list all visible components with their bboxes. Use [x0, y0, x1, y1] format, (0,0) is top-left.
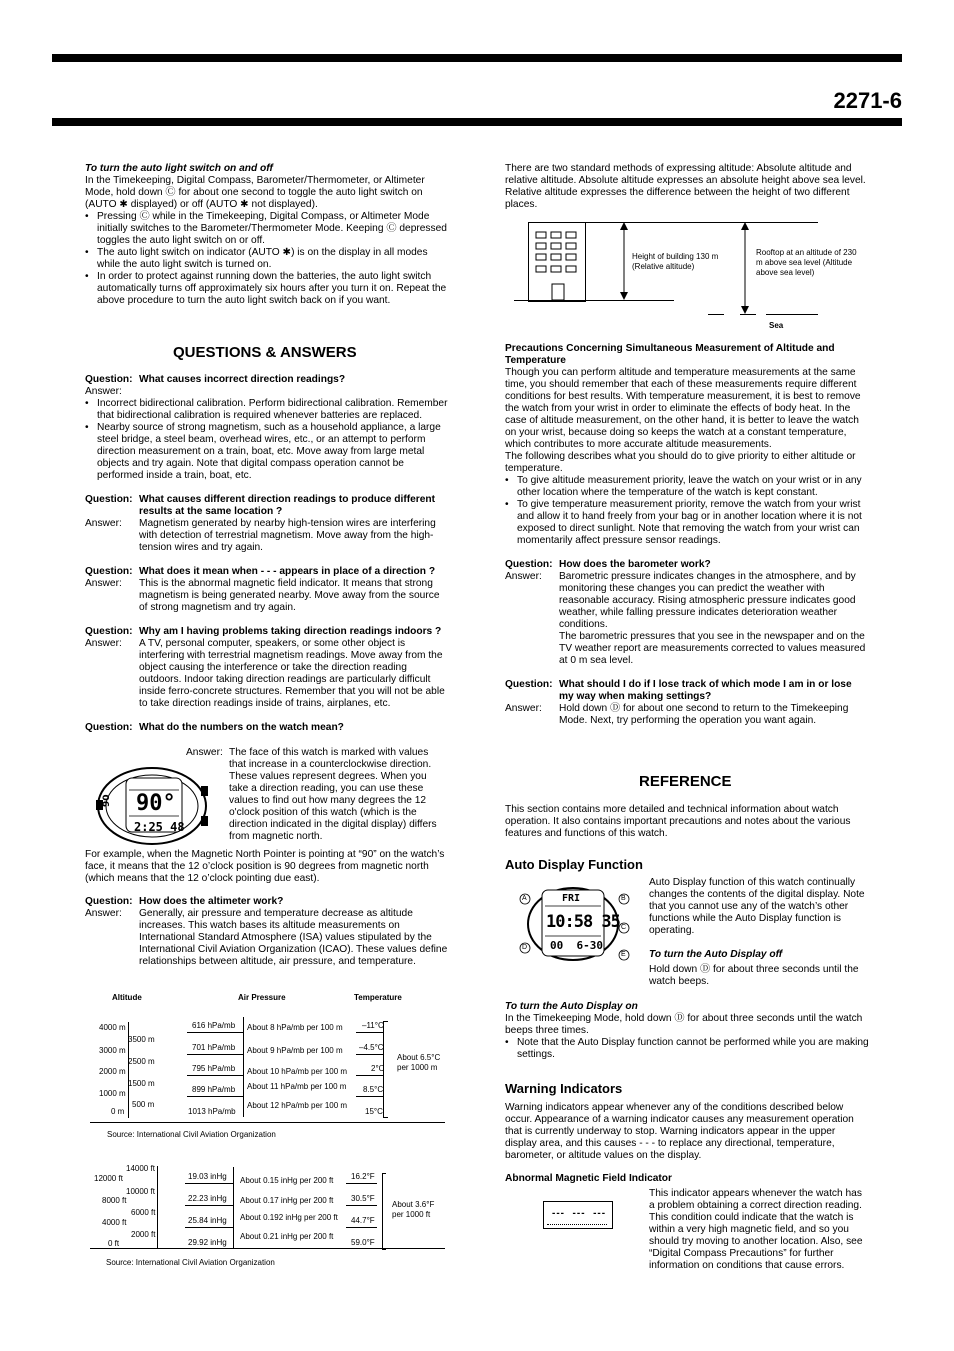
doc-number: 2271-6 [833, 88, 902, 113]
pressure-rule [187, 1054, 243, 1055]
button-a-label: A [522, 895, 527, 902]
rate-value: About 0.15 inHg per 200 ft [240, 1176, 334, 1185]
temp-value: –4.5°C [359, 1043, 384, 1052]
question-3: Question: What does it mean when - - - appears in place of a direction ? [85, 566, 436, 577]
pressure-value: 1013 hPa/mb [188, 1107, 236, 1116]
temp-value: –11°C [362, 1021, 384, 1030]
alt-major: 0 ft [108, 1239, 120, 1248]
col-temperature: Temperature [354, 993, 402, 1002]
rate-value: About 0.21 inHg per 200 ft [240, 1232, 334, 1241]
arrow-rooftop-icon [735, 222, 755, 316]
auto-display-off-text: Hold down Ⓓ for about three seconds until the watch beeps. [649, 964, 859, 987]
precautions-section [505, 343, 869, 727]
answer-8: Answer: Hold down Ⓓ for about one second to return to the Timekeeping Mode. Next, try performing the operation you want again. [505, 703, 849, 726]
alt-major: 1000 m [99, 1089, 126, 1098]
pressure-rule [185, 1205, 233, 1206]
temp-bracket [382, 1249, 386, 1250]
q1-bullets [85, 398, 450, 482]
list-item: • Nearby source of strong magnetism, such as a household appliance, a large steel bridge, a steel beam, overhead wires, etc., or an attempt to perform direction measurement on a train, boat, etc. Move away from large metal objects and try again. Note that digital compass operation cannot be performed inside a train, boat, etc. [85, 422, 450, 482]
temp-value: 2°C [371, 1064, 385, 1073]
lapse-rate: About 3.6°F per 1000 ft [392, 1200, 435, 1219]
watch-main-reading: 90° [136, 791, 176, 816]
altitude-diagram [514, 222, 857, 334]
alt-major: 3000 m [99, 1046, 126, 1055]
pressure-rule [185, 1183, 233, 1184]
button-e-label: E [621, 951, 626, 958]
auto-light-section [85, 163, 450, 307]
pressure-value: 29.92 inHg [188, 1238, 227, 1247]
warning-title: Warning Indicators [505, 1081, 623, 1096]
rate-value: About 12 hPa/mb per 100 m [247, 1101, 348, 1110]
auto-display-para: Auto Display function of this watch continually changes the contents of the digital display. Note that you cannot use any of the watch’s other functions while the Auto Display function is operating. [649, 877, 865, 936]
pressure-rule [187, 1096, 243, 1097]
abnormal-field-title: Abnormal Magnetic Field Indicator [505, 1173, 672, 1184]
qa-section-2 [85, 896, 450, 968]
button-b-label: B [621, 895, 626, 902]
reference-title: REFERENCE [639, 773, 732, 790]
abnormal-field-dashes: --- --- --- [552, 1208, 607, 1219]
answer-5-example: For example, when the Magnetic North Pointer is pointing at “90” on the watch’s face, it means that the 12 o’clock position is 90 degrees from magnetic north (which means that the 12 o’clock pointing due east). [85, 849, 445, 884]
auto-light-para: In the Timekeeping, Digital Compass, Barometer/Thermometer, or Altimeter Mode, hold down Ⓒ for about one second to toggle the auto light switch on (AUTO ✱ displayed) or off (AUTO ✱ not displayed). [85, 175, 425, 210]
pressure-value: 795 hPa/mb [192, 1064, 236, 1073]
table-bottom-rule [90, 1122, 445, 1123]
temp-rule [356, 1075, 383, 1076]
watch-compass-image [96, 766, 208, 846]
alt-minor: 3500 m [128, 1035, 155, 1044]
table-bottom-rule [90, 1248, 445, 1249]
auto-display-on-text: In the Timekeeping Mode, hold down Ⓓ for about three seconds until the watch beeps three times. [505, 1013, 863, 1036]
question-6: Question: How does the altimeter work? [85, 896, 284, 907]
pressure-rule [187, 1032, 243, 1033]
col-air-pressure: Air Pressure [238, 993, 286, 1002]
button-d-label: D [522, 944, 528, 951]
abnormal-field-display [543, 1201, 613, 1229]
precautions-title: Precautions Concerning Simultaneous Measurement of Altitude and Temperature [505, 343, 835, 366]
alt-minor: 14000 ft [126, 1164, 155, 1173]
temp-value: 44.7°F [351, 1216, 375, 1225]
pressure-value: 19.03 inHg [188, 1172, 227, 1181]
table-source: Source: International Civil Aviation Organization [106, 1258, 275, 1267]
temp-rule [356, 1032, 383, 1033]
lapse-rate: About 6.5°C per 1000 m [397, 1053, 441, 1072]
warning-para: Warning indicators appear whenever any of the conditions described below occur. Appearance of a warning indicator causes any measurement operation that is currently underway to stop. Warning indicators appear in the upper display area, and this causes - - - to replace any directional, temperature, barometer, or altitude values on the display. [505, 1102, 854, 1161]
temp-axis [382, 1173, 383, 1249]
alt-major: 2000 m [99, 1067, 126, 1076]
temp-rule [356, 1054, 383, 1055]
answer-6: Answer: Generally, air pressure and temperature decrease as altitude increases. This watch bases its altitude measurements on International Standard Atmosphere (ISA) values stipulated by the International Civil Aviation Organization (ICAO). These values define relationships between altitude, air pressure, and temperature. [85, 908, 448, 967]
rate-value: About 11 hPa/mb per 100 m [247, 1082, 347, 1091]
pressure-value: 25.84 inHg [188, 1216, 227, 1225]
precautions-para-2: The following describes what you should do to give priority to either altitude or temperature. [505, 451, 856, 474]
temp-value: 30.5°F [351, 1194, 375, 1203]
altitude-table-metric [90, 993, 450, 1143]
display-dotted-line [547, 1224, 607, 1225]
building-windows-icon [528, 222, 586, 302]
altitude-intro: There are two standard methods of expressing altitude: Absolute altitude and relative altitude. Absolute altitude expresses an absolute height above sea level. Relative altitude expresses the difference between the height of two different places. [505, 163, 866, 210]
alt-major: 0 m [111, 1107, 125, 1116]
pressure-rule [185, 1227, 233, 1228]
reference-intro: This section contains more detailed and technical information about watch operation. It also contains important precautions and notes about the various features and functions of this watch. [505, 804, 851, 839]
question-5: Question: What do the numbers on the watch mean? [85, 722, 344, 733]
list-item: • To give temperature measurement priority, remove the watch from your wrist and allow it to hand freely from your bag or in another location where it is not exposed to direct sunlight. Note that removing the watch from your wrist can momentarily affect pressure sensor readings. [505, 499, 869, 547]
rate-value: About 9 hPa/mb per 100 m [247, 1046, 343, 1055]
header-rule [52, 118, 902, 126]
precautions-para-1: Though you can perform altitude and temperature measurements at the same time, you should remember that each of these measurements require different conditions for best results. With temperature measurement, it is best to remove the watch from your wrist in order to eliminate the effects of body heat. In the case of altitude measurement, on the other hand, it is better to leave the watch on your wrist, because doing so keeps the watch at a constant temperature, which contributes to more accurate altitude measurements. [505, 367, 861, 450]
temp-bracket [382, 1173, 386, 1174]
top-rule [52, 54, 902, 62]
ground-line [514, 300, 674, 301]
list-item: • To give altitude measurement priority, leave the watch on your wrist or in any other location where the temperature of the watch is kept constant. [505, 475, 869, 499]
watch-date-reading: 00 6-30 [550, 939, 603, 952]
alt-major: 12000 ft [94, 1174, 123, 1183]
answer-label: Answer: [85, 386, 122, 397]
watch-auto-display-image [516, 884, 630, 964]
alt-minor: 6000 ft [131, 1208, 156, 1217]
auto-light-title: To turn the auto light switch on and off [85, 163, 273, 174]
list-item: • In order to protect against running down the batteries, the auto light switch automatically turns off approximately six hours after you turn it on. Repeat the above procedure to turn the auto light switch back on if you want. [85, 271, 450, 307]
rate-value: About 0.17 inHg per 200 ft [240, 1196, 334, 1205]
question-8: Question: What should I do if I lose track of which mode I am in or lose my way when making settings? [505, 679, 852, 702]
watch-time-reading: 2:25 48 [134, 820, 185, 834]
temp-rule [356, 1096, 383, 1097]
altitude-axis [157, 1166, 158, 1248]
answer-4: Answer: A TV, personal computer, speakers, or some other object is interfering with terrestrial magnetism readings. Move away from the object causing the interference or take the direction reading outdoors. Indoor taking direction readings are particularly difficult inside ferro-concrete structures. Remember that you will not be able to take direction readings inside of trains, airplanes, etc. [85, 638, 445, 709]
svg-text:90: 90 [102, 794, 112, 807]
pressure-axis [243, 1017, 244, 1117]
list-item: • Pressing Ⓒ while in the Timekeeping, Digital Compass, or Altimeter Mode initially switches to the Barometer/Thermometer Mode. Keeping Ⓒ depressed toggles the auto light switch on or off. [85, 211, 450, 247]
rate-value: About 10 hPa/mb per 100 m [247, 1067, 348, 1076]
temp-rule [346, 1205, 377, 1206]
pressure-rule [187, 1075, 243, 1076]
alt-minor: 500 m [132, 1100, 155, 1109]
pressure-value: 899 hPa/mb [192, 1085, 236, 1094]
auto-display-on-bullets [505, 1037, 869, 1061]
alt-major: 4000 ft [102, 1218, 127, 1227]
pressure-value: 701 hPa/mb [192, 1043, 236, 1052]
auto-display-on-section [505, 1001, 869, 1061]
sea-line [708, 314, 724, 315]
pressure-value: 22.23 inHg [188, 1194, 227, 1203]
temp-value: 59.0°F [351, 1238, 375, 1247]
auto-display-title: Auto Display Function [505, 857, 643, 872]
sea-label: Sea [769, 321, 784, 330]
list-item: • Note that the Auto Display function cannot be performed while you are making settings. [505, 1037, 869, 1061]
altitude-axis [128, 1022, 129, 1118]
list-item: • The auto light switch on indicator (AUTO ✱) is on the display in all modes while the auto light switch is turned on. [85, 247, 450, 271]
temp-value: 15°C [365, 1107, 383, 1116]
auto-display-off-title: To turn the Auto Display off [649, 949, 783, 960]
abnormal-field-text: This indicator appears whenever the watch has a problem obtaining a correct direction reading. This condition could indicate that the watch is within a very high magnetic field, and so you should try moving to another location. Also, see “Digital Compass Precautions” for further information on conditions that cause errors. [649, 1188, 863, 1271]
answer-3: Answer: This is the abnormal magnetic field indicator. It means that strong magnetism is being generated nearby. Move away from the source of strong magnetism and try again. [85, 578, 440, 613]
temp-axis [383, 1021, 384, 1117]
answer-5-label: Answer: [186, 747, 223, 758]
col-altitude: Altitude [112, 993, 142, 1002]
alt-minor: 2000 ft [131, 1230, 156, 1239]
auto-display-on-title: To turn the Auto Display on [505, 1001, 638, 1012]
precautions-bullets [505, 475, 869, 547]
altitude-table-imperial [90, 1163, 450, 1273]
table-source: Source: International Civil Aviation Organization [107, 1130, 276, 1139]
alt-minor: 10000 ft [126, 1187, 155, 1196]
question-4: Question: Why am I having problems taking direction readings indoors ? [85, 626, 442, 637]
answer-2: Answer: Magnetism generated by nearby high-tension wires are interfering with detection of terrestrial magnetism. Move away from the high-tension wires and try again. [85, 518, 436, 553]
pressure-axis [233, 1167, 234, 1249]
alt-major: 4000 m [99, 1023, 126, 1032]
temp-bracket [383, 1117, 388, 1118]
question-2: Question: What causes different direction readings to produce different results at the same location ? [85, 494, 436, 517]
temp-rule [346, 1183, 377, 1184]
question-1: Question: What causes incorrect direction readings? [85, 374, 346, 385]
alt-minor: 1500 m [128, 1079, 155, 1088]
pressure-value: 616 hPa/mb [192, 1021, 236, 1030]
rate-value: About 8 hPa/mb per 100 m [247, 1023, 343, 1032]
alt-minor: 2500 m [128, 1057, 155, 1066]
rate-value: About 0.192 inHg per 200 ft [240, 1213, 338, 1222]
sea-line [766, 314, 818, 315]
qa-title: QUESTIONS & ANSWERS [173, 344, 357, 361]
alt-major: 8000 ft [102, 1196, 127, 1205]
temp-value: 8.5°C [363, 1085, 384, 1094]
building-height-label: Height of building 130 m (Relative altitude) [632, 252, 719, 271]
list-item: • Incorrect bidirectional calibration. Perform bidirectional calibration. Remember that bidirectional calibration is required whenever batteries are replaced. [85, 398, 450, 422]
button-c-label: C [621, 924, 627, 931]
watch-day-reading: FRI [562, 893, 581, 904]
answer-5: The face of this watch is marked with values that increase in a counterclockwise direction. These values represent degrees. When you take a direction reading, you can use these values to find out how many degrees the 12 o'clock position of this watch (which is the direction indicated in the digital display) differs from magnetic north. [229, 747, 437, 842]
watch-time-reading: 10:58 35 [546, 912, 620, 932]
temp-bracket [383, 1021, 388, 1022]
arrow-building-icon [614, 222, 634, 302]
temp-value: 16.2°F [351, 1172, 375, 1181]
auto-light-bullets [85, 211, 450, 307]
temp-rule [346, 1227, 377, 1228]
question-7: Question: How does the barometer work? [505, 559, 711, 570]
rooftop-label: Rooftop at an altitude of 230 m above sea level (Altitude above sea level) [756, 248, 857, 277]
qa-section [85, 374, 450, 734]
answer-7: Answer: Barometric pressure indicates changes in the atmosphere, and by monitoring these changes you can predict the weather with reasonable accuracy. Rising atmospheric pressure indicates good weather, while falling pressure indicates deterioration weather conditions. The barometric pressures that you see in the newspaper and on the TV weather report are measurements corrected to values measured at 0 m sea level. [505, 571, 866, 666]
